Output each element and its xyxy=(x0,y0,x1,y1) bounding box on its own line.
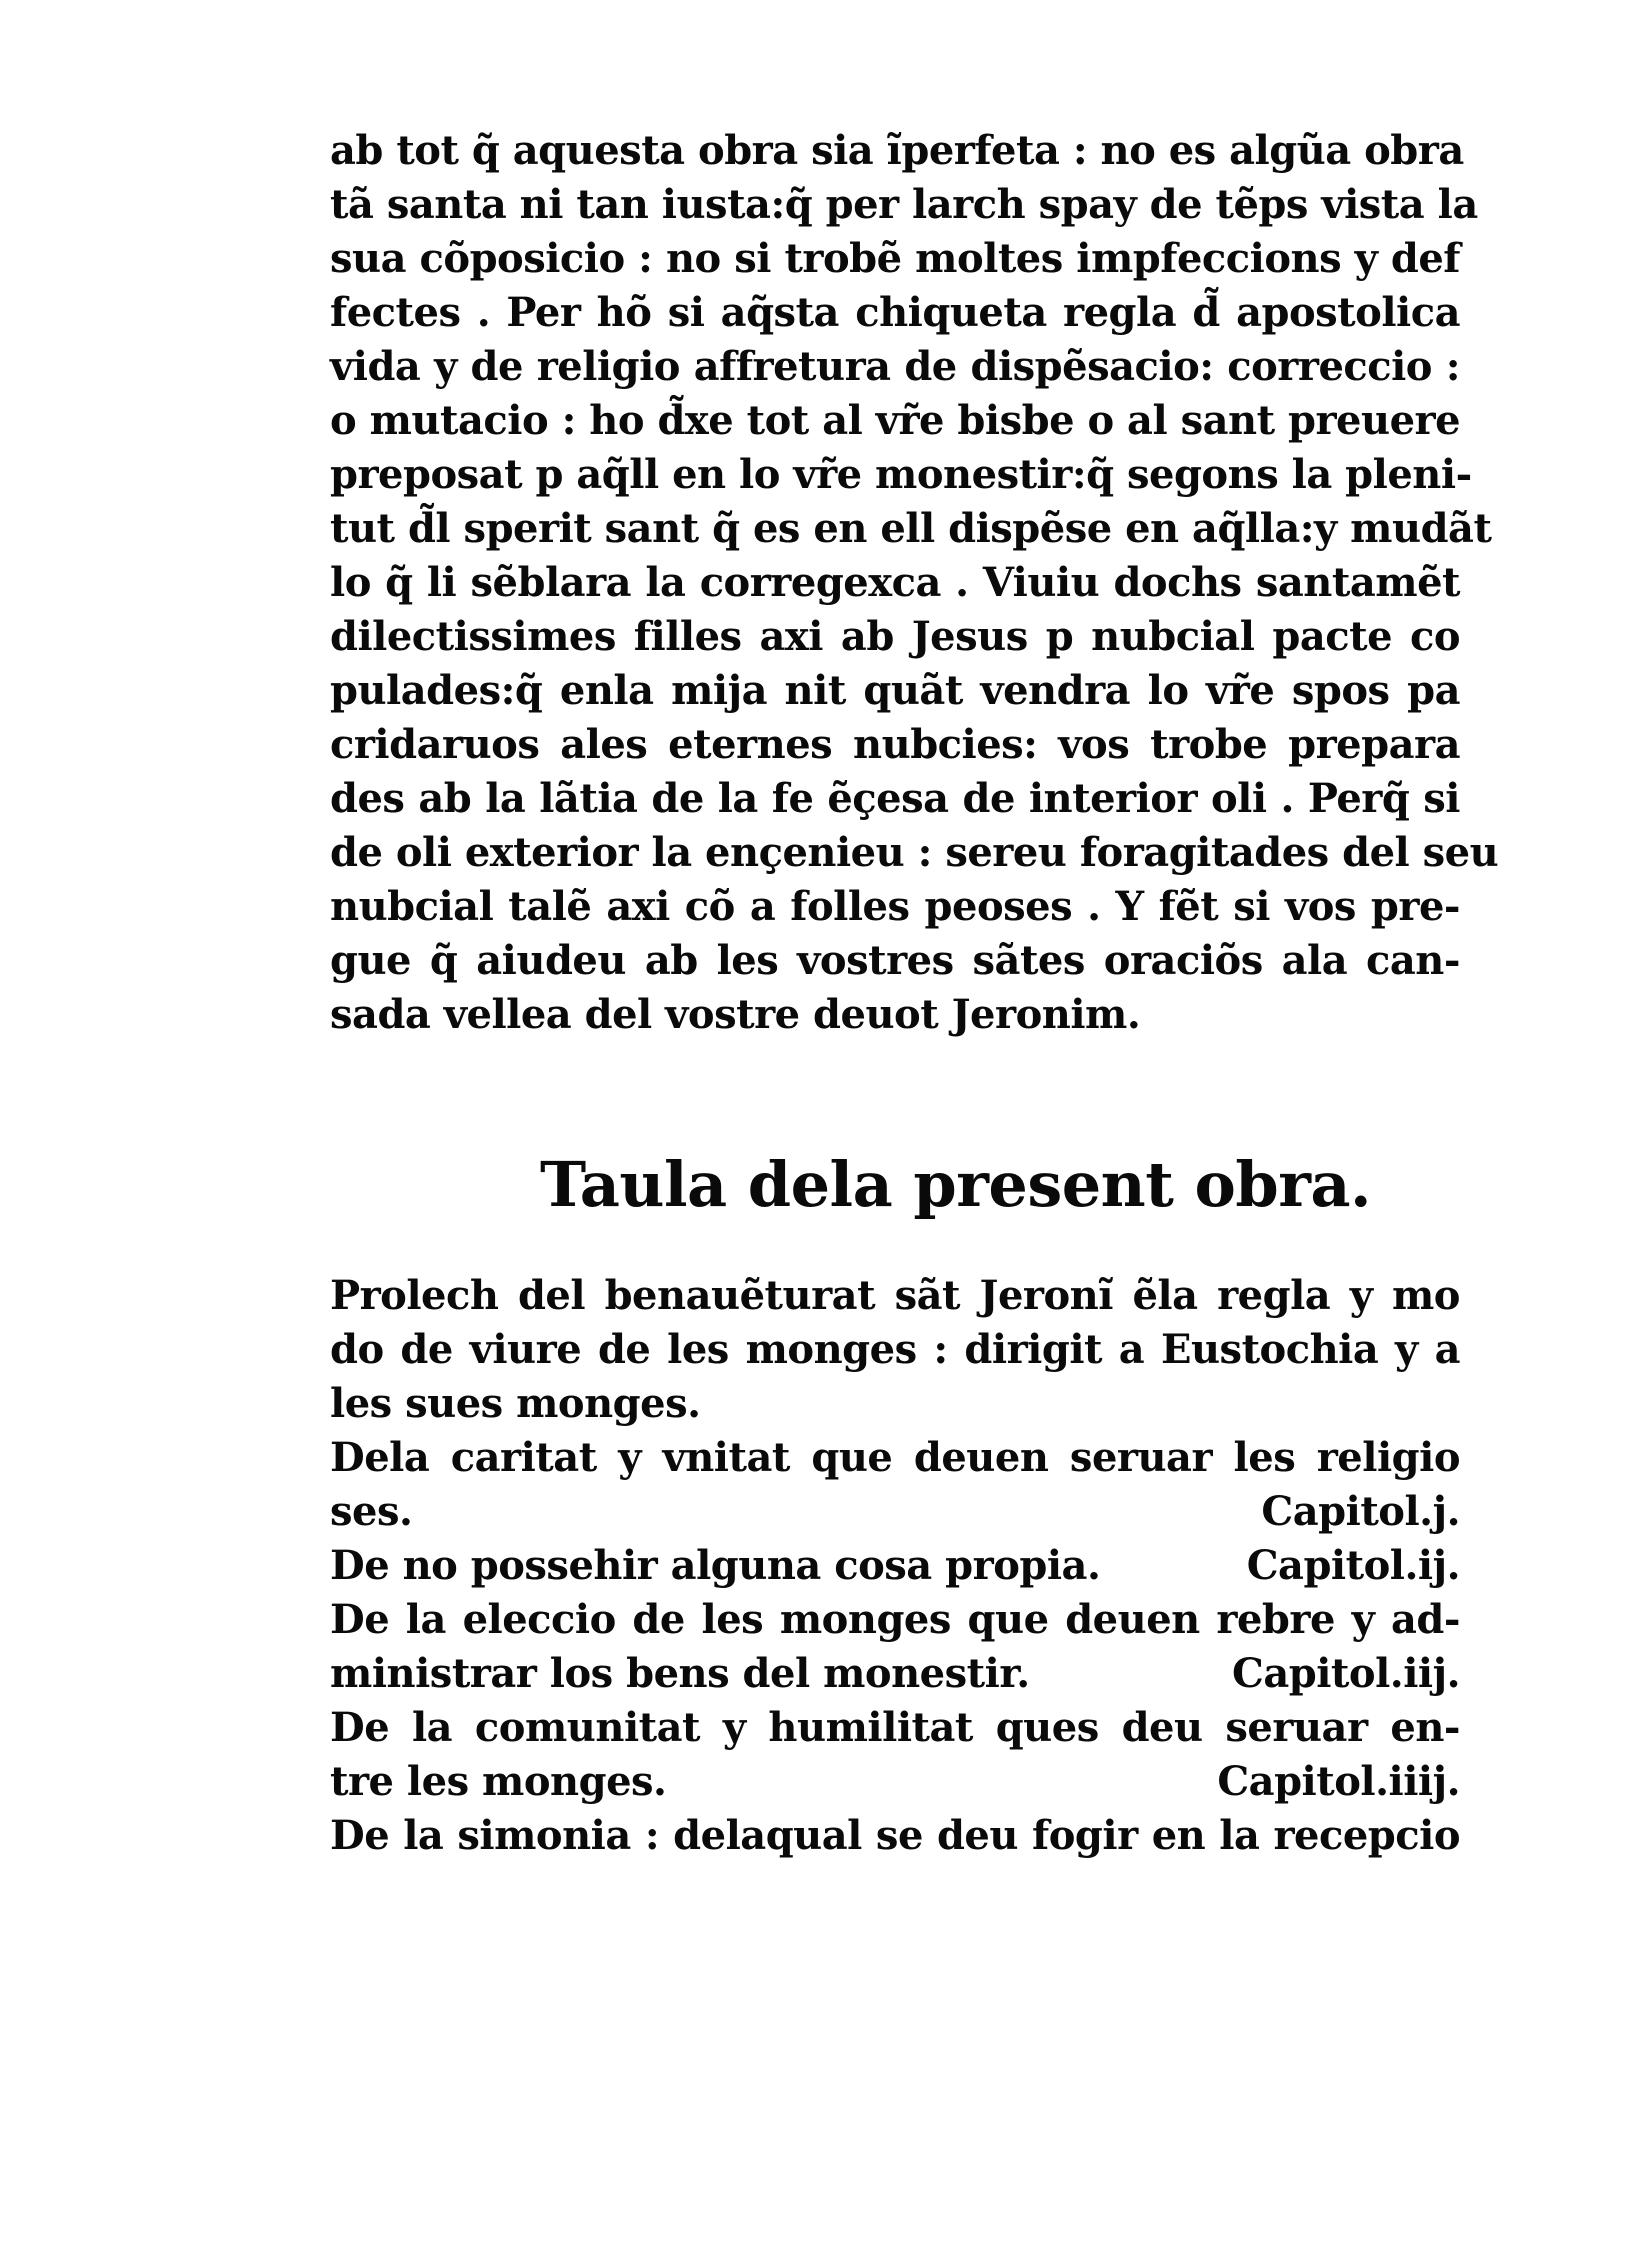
body-line: dilectissimes filles axi ab Jesus p nubcial pacte co xyxy=(330,613,1460,660)
body-line: fectes . Per hõ si aq̃sta chiqueta regla d̃ apostolica xyxy=(330,289,1460,336)
toc-entry-text: ministrar los bens del monestir. xyxy=(330,1650,1030,1697)
toc-line: Prolech del benauẽturat sãt Jeronĩ ẽla regla y mo xyxy=(330,1272,1460,1319)
body-line: preposat p aq̃ll en lo vr̃e monestir:q̃ segons la pleni- xyxy=(330,451,1472,498)
body-line: vida y de religio affretura de dispẽsacio: correccio : xyxy=(330,343,1460,390)
toc-line: De la simonia : delaqual se deu fogir en la recepcio xyxy=(330,1812,1460,1859)
body-line: nubcial talẽ axi cõ a folles peoses . Y fẽt si vos pre- xyxy=(330,883,1460,930)
toc-entry-text: tre les monges. xyxy=(330,1758,667,1805)
toc-line: do de viure de les monges : dirigit a Eustochia y a xyxy=(330,1326,1460,1373)
toc-chapter-number: Capitol.ij. xyxy=(1246,1542,1460,1589)
toc-chapter-number: Capitol.iij. xyxy=(1232,1650,1460,1697)
body-line: sada vellea del vostre deuot Jeronim. xyxy=(330,991,1141,1038)
body-line: pulades:q̃ enla mija nit quãt vendra lo vr̃e spos pa xyxy=(330,667,1460,714)
toc-entry xyxy=(330,1756,1460,1808)
body-line: gue q̃ aiudeu ab les vostres sãtes oraciõs ala can- xyxy=(330,937,1460,984)
table-title: Taula dela present obra. xyxy=(540,1148,1372,1221)
toc-chapter-number: Capitol.iiij. xyxy=(1217,1758,1460,1805)
toc-entry xyxy=(330,1486,1460,1538)
toc-line: Dela caritat y vnitat que deuen seruar les religio xyxy=(330,1434,1460,1481)
toc-line: De la comunitat y humilitat ques deu seruar en- xyxy=(330,1704,1460,1751)
body-line: lo q̃ li sẽblara la corregexca . Viuiu dochs santamẽt xyxy=(330,559,1460,606)
body-line: sua cõposicio : no si trobẽ moltes impfeccions y def xyxy=(330,235,1460,282)
toc-line: De la eleccio de les monges que deuen rebre y ad- xyxy=(330,1596,1460,1643)
body-line: tã santa ni tan iusta:q̃ per larch spay de tẽps vista la xyxy=(330,181,1478,228)
toc-entry-text: De no possehir alguna cosa propia. xyxy=(330,1542,1101,1589)
toc-chapter-number: Capitol.j. xyxy=(1261,1488,1460,1535)
toc-entry-text: ses. xyxy=(330,1488,413,1535)
body-line: o mutacio : ho d̃xe tot al vr̃e bisbe o al sant preuere xyxy=(330,397,1461,444)
body-line: des ab la lãtia de la fe ẽçesa de interior oli . Perq̃ si xyxy=(330,775,1460,822)
toc-line: les sues monges. xyxy=(330,1380,701,1427)
body-line: de oli exterior la ençenieu : sereu foragitades del seu xyxy=(330,829,1499,876)
toc-entry xyxy=(330,1540,1460,1592)
toc-entry xyxy=(330,1648,1460,1700)
body-line: cridaruos ales eternes nubcies: vos trobe prepara xyxy=(330,721,1460,768)
body-line: tut d̃l sperit sant q̃ es en ell dispẽse en aq̃lla:y mudãt xyxy=(330,505,1492,552)
body-line: ab tot q̃ aquesta obra sia ĩperfeta : no es algũa obra xyxy=(330,127,1464,174)
